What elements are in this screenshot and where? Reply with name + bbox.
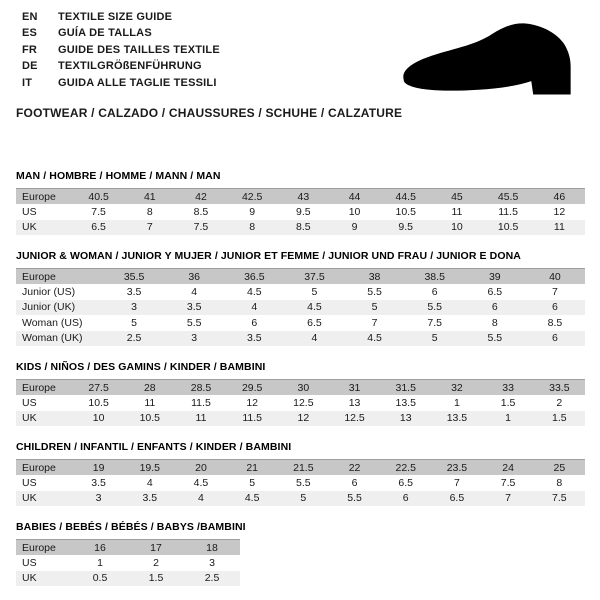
size-cell: 35.5 <box>123 270 145 283</box>
size-cell: 42 <box>195 190 207 203</box>
size-cell: 5 <box>371 301 378 314</box>
size-cell: 1.5 <box>552 412 567 425</box>
size-cell: 6.5 <box>487 285 503 298</box>
size-cell: 6 <box>251 316 258 329</box>
size-cell: 18 <box>206 541 218 554</box>
size-cell: 36 <box>188 270 201 283</box>
size-table-section <box>16 361 585 426</box>
size-cell: 4.5 <box>193 476 209 489</box>
size-cell: 2.5 <box>126 332 142 345</box>
size-table <box>16 268 585 346</box>
row-label: UK <box>22 412 37 425</box>
size-cell: 44 <box>348 190 361 203</box>
language-label: GUIDE DES TAILLES TEXTILE <box>58 43 220 56</box>
size-cell: 6 <box>552 332 558 345</box>
size-cell: 6 <box>552 301 558 314</box>
size-cell: 20 <box>195 461 207 474</box>
size-cell: 12 <box>553 205 566 218</box>
size-cell: 5 <box>431 332 438 345</box>
row-label: Europe <box>22 270 56 283</box>
size-cell: 5.5 <box>186 316 202 329</box>
size-cell: 19.5 <box>139 461 160 474</box>
row-label: US <box>22 396 37 409</box>
size-cell: 3.5 <box>186 301 202 314</box>
language-label: GUIDA ALLE TAGLIE TESSILI <box>58 76 217 89</box>
size-cell: 7.5 <box>500 476 516 489</box>
size-cell: 38.5 <box>424 270 445 283</box>
row-label: UK <box>22 492 37 505</box>
row-label: Junior (UK) <box>22 301 76 314</box>
size-cell: 5 <box>249 476 256 489</box>
size-cell: 1 <box>453 396 460 409</box>
language-label: TEXTILE SIZE GUIDE <box>58 11 173 23</box>
language-code: FR <box>22 43 38 56</box>
size-cell: 7.5 <box>91 205 106 218</box>
language-code: ES <box>22 27 38 40</box>
language-code: DE <box>22 60 38 73</box>
size-cell: 11 <box>195 412 207 425</box>
size-cell: 6 <box>491 301 498 314</box>
size-cell: 43 <box>297 190 310 203</box>
size-cell: 21.5 <box>293 461 314 474</box>
row-label: Europe <box>22 461 56 474</box>
size-cell: 7 <box>146 221 153 234</box>
size-cell: 9 <box>351 221 358 234</box>
row-label: US <box>22 556 37 569</box>
size-cell: 4 <box>311 332 318 345</box>
size-table <box>16 539 240 586</box>
size-cell: 32 <box>451 381 463 394</box>
size-table-section <box>16 521 585 586</box>
size-cell: 3.5 <box>142 492 158 505</box>
size-cell: 8 <box>146 205 153 218</box>
size-cell: 16 <box>94 541 106 554</box>
size-cell: 40.5 <box>88 190 109 203</box>
row-label: Europe <box>22 541 56 554</box>
size-cell: 4.5 <box>244 492 260 505</box>
size-cell: 1 <box>505 412 512 425</box>
table-row <box>16 475 585 491</box>
size-cell: 13 <box>348 396 361 409</box>
size-cell: 29.5 <box>241 381 263 394</box>
size-cell: 6.5 <box>307 316 322 329</box>
size-cell: 3 <box>209 556 215 569</box>
size-table-section <box>16 441 585 506</box>
size-cell: 9.5 <box>296 205 311 218</box>
table-title: MAN / HOMBRE / HOMME / MANN / MAN <box>16 170 221 183</box>
size-cell: 10 <box>348 205 361 218</box>
size-cell: 28.5 <box>190 381 212 394</box>
size-cell: 3 <box>191 332 198 345</box>
size-cell: 4.5 <box>367 332 382 345</box>
size-cell: 8.5 <box>547 316 563 329</box>
size-cell: 31.5 <box>395 381 416 394</box>
size-cell: 11 <box>553 221 565 234</box>
size-cell: 11.5 <box>242 412 262 425</box>
size-cell: 5.5 <box>296 476 311 489</box>
table-row <box>16 331 585 347</box>
table-header-row <box>16 380 585 396</box>
size-cell: 3.5 <box>247 332 262 345</box>
language-label: GUÍA DE TALLAS <box>58 27 152 40</box>
size-cell: 22.5 <box>395 461 416 474</box>
size-cell: 5.5 <box>347 492 362 505</box>
size-cell: 7.5 <box>193 221 209 234</box>
row-label: US <box>22 476 37 489</box>
row-label: US <box>22 205 37 218</box>
size-cell: 39 <box>488 270 501 283</box>
size-cell: 40 <box>549 270 561 283</box>
size-cell: 2.5 <box>204 572 220 585</box>
size-cell: 7.5 <box>427 316 442 329</box>
size-cell: 30 <box>297 381 310 394</box>
size-table <box>16 459 585 506</box>
size-cell: 42.5 <box>241 190 263 203</box>
size-cell: 28 <box>143 381 156 394</box>
size-cell: 45.5 <box>497 190 519 203</box>
size-cell: 4 <box>251 301 258 314</box>
table-row <box>16 315 585 331</box>
row-label: Woman (US) <box>22 316 83 329</box>
size-cell: 3 <box>95 492 102 505</box>
size-cell: 10 <box>92 412 105 425</box>
size-cell: 41 <box>143 190 156 203</box>
size-cell: 12 <box>246 396 258 409</box>
size-cell: 45 <box>451 190 463 203</box>
language-code: IT <box>22 76 33 89</box>
size-cell: 8 <box>249 221 256 234</box>
size-cell: 5 <box>131 316 137 329</box>
table-row <box>16 300 585 316</box>
table-header-row <box>16 269 585 285</box>
size-cell: 22 <box>348 461 361 474</box>
size-cell: 44.5 <box>395 190 416 203</box>
size-cell: 8 <box>491 316 498 329</box>
size-cell: 4.5 <box>307 301 322 314</box>
size-cell: 8.5 <box>193 205 209 218</box>
size-cell: 19 <box>92 461 105 474</box>
row-label: UK <box>22 221 37 234</box>
size-cell: 7 <box>552 285 558 298</box>
size-cell: 0.5 <box>92 572 108 585</box>
size-cell: 6.5 <box>398 476 414 489</box>
table-title: BABIES / BEBÉS / BÉBÉS / BABYS /BAMBINI <box>16 521 246 534</box>
size-cell: 6.5 <box>449 492 465 505</box>
language-code: EN <box>22 11 38 23</box>
size-cell: 11.5 <box>498 205 518 218</box>
size-cell: 8 <box>556 476 563 489</box>
table-title: KIDS / NIÑOS / DES GAMINS / KINDER / BAMBINI <box>16 361 266 374</box>
table-row <box>16 284 585 300</box>
size-cell: 12 <box>297 412 310 425</box>
dress-shoe-icon <box>392 12 588 108</box>
size-cell: 6 <box>351 476 358 489</box>
size-cell: 10.5 <box>395 205 416 218</box>
size-cell: 37.5 <box>304 270 325 283</box>
size-cell: 1 <box>97 556 103 569</box>
size-cell: 24 <box>502 461 514 474</box>
size-tables <box>16 170 585 586</box>
table-header-row <box>16 460 585 476</box>
size-cell: 11 <box>451 205 463 218</box>
size-cell: 6.5 <box>91 221 106 234</box>
size-cell: 3.5 <box>126 285 142 298</box>
size-cell: 6 <box>402 492 409 505</box>
table-title: JUNIOR & WOMAN / JUNIOR Y MUJER / JUNIOR ET FEMME / JUNIOR UND FRAU / JUNIOR E DONA <box>16 250 521 263</box>
size-cell: 8.5 <box>296 221 311 234</box>
size-cell: 13.5 <box>395 396 416 409</box>
size-table-section <box>16 250 585 346</box>
size-cell: 33.5 <box>549 381 570 394</box>
size-table-section <box>16 170 585 235</box>
size-cell: 9.5 <box>398 221 414 234</box>
size-cell: 17 <box>150 541 162 554</box>
table-header-row <box>16 189 585 205</box>
size-cell: 4 <box>198 492 204 505</box>
size-cell: 2 <box>153 556 159 569</box>
size-cell: 10.5 <box>497 221 519 234</box>
size-cell: 5.5 <box>487 332 503 345</box>
size-cell: 46 <box>553 190 566 203</box>
size-cell: 10.5 <box>139 412 160 425</box>
table-header-row <box>16 540 240 556</box>
row-label: Woman (UK) <box>22 332 83 345</box>
size-table <box>16 188 585 235</box>
size-cell: 38 <box>368 270 381 283</box>
language-label: TEXTILGRÖßENFÜHRUNG <box>58 60 202 73</box>
category-title: FOOTWEAR / CALZADO / CHAUSSURES / SCHUHE / CALZATURE <box>16 106 403 121</box>
size-cell: 3.5 <box>91 476 106 489</box>
size-cell: 1.5 <box>148 572 164 585</box>
table-row <box>16 491 585 507</box>
size-cell: 4 <box>146 476 153 489</box>
size-cell: 31 <box>348 381 361 394</box>
size-cell: 10 <box>451 221 463 234</box>
size-cell: 4 <box>191 285 198 298</box>
size-cell: 7.5 <box>552 492 567 505</box>
size-table <box>16 379 585 426</box>
size-cell: 5 <box>300 492 307 505</box>
size-cell: 10.5 <box>88 396 109 409</box>
size-cell: 25 <box>553 461 566 474</box>
size-cell: 2 <box>556 396 563 409</box>
size-cell: 4.5 <box>247 285 262 298</box>
size-cell: 11 <box>144 396 156 409</box>
size-cell: 13 <box>399 412 412 425</box>
row-label: Junior (US) <box>22 285 76 298</box>
size-cell: 23.5 <box>446 461 468 474</box>
size-cell: 12.5 <box>344 412 365 425</box>
row-label: Europe <box>22 381 56 394</box>
size-cell: 7 <box>371 316 378 329</box>
size-cell: 7 <box>453 476 460 489</box>
size-cell: 27.5 <box>88 381 109 394</box>
table-row <box>16 204 585 220</box>
size-cell: 5 <box>311 285 318 298</box>
size-cell: 5.5 <box>367 285 382 298</box>
size-cell: 12.5 <box>293 396 314 409</box>
table-row <box>16 411 585 427</box>
size-cell: 21 <box>246 461 258 474</box>
size-cell: 33 <box>502 381 514 394</box>
size-cell: 11.5 <box>191 396 211 409</box>
table-row <box>16 395 585 411</box>
table-row <box>16 220 585 236</box>
row-label: Europe <box>22 190 56 203</box>
size-cell: 3 <box>131 301 137 314</box>
size-cell: 5.5 <box>427 301 442 314</box>
row-label: UK <box>22 572 37 585</box>
size-cell: 1.5 <box>500 396 516 409</box>
size-cell: 9 <box>249 205 256 218</box>
size-cell: 36.5 <box>244 270 265 283</box>
size-cell: 13.5 <box>446 412 468 425</box>
table-row <box>16 571 240 587</box>
size-cell: 6 <box>431 285 438 298</box>
table-row <box>16 555 240 571</box>
table-title: CHILDREN / INFANTIL / ENFANTS / KINDER / BAMBINI <box>16 441 292 454</box>
size-cell: 7 <box>505 492 512 505</box>
